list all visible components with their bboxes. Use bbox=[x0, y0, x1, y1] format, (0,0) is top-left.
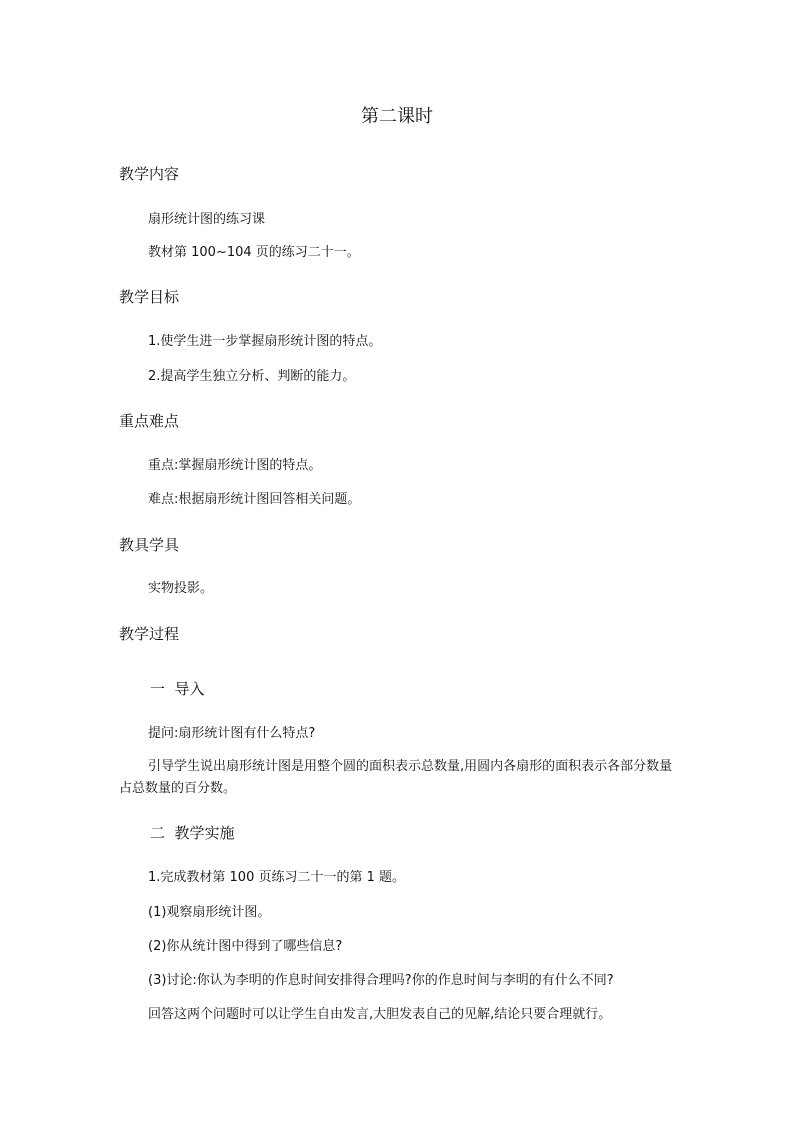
intro-paragraph: 引导学生说出扇形统计图是用整个圆的面积表示总数量,用圆内各扇形的面积表示各部分数量占总数量的百分数。 bbox=[119, 759, 673, 796]
implementation-line-1: 1.完成教材第 100 页练习二十一的第 1 题。 bbox=[148, 870, 406, 885]
section-heading-keypoints: 重点难点 bbox=[119, 412, 180, 430]
goals-line-2: 2.提高学生独立分析、判断的能力。 bbox=[148, 369, 356, 384]
implementation-line-4: (3)讨论:你认为李明的作息时间安排得合理吗?你的作息时间与李明的有什么不同? bbox=[148, 973, 614, 988]
section-heading-goals: 教学目标 bbox=[119, 288, 180, 306]
intro-question: 提问:扇形统计图有什么特点? bbox=[148, 726, 316, 741]
subsection-heading-implementation: 二 教学实施 bbox=[150, 824, 235, 842]
section-heading-content: 教学内容 bbox=[119, 165, 180, 183]
tools-line-1: 实物投影。 bbox=[148, 581, 214, 596]
subsection-heading-intro: 一 导入 bbox=[150, 680, 205, 698]
keypoints-line-1: 重点:掌握扇形统计图的特点。 bbox=[148, 458, 322, 473]
implementation-line-5: 回答这两个问题时可以让学生自由发言,大胆发表自己的见解,结论只要合理就行。 bbox=[148, 1007, 612, 1022]
content-line-2: 教材第 100~104 页的练习二十一。 bbox=[148, 245, 360, 260]
page-title: 第二课时 bbox=[361, 106, 433, 127]
goals-line-1: 1.使学生进一步掌握扇形统计图的特点。 bbox=[148, 334, 382, 349]
implementation-line-3: (2)你从统计图中得到了哪些信息? bbox=[148, 939, 343, 954]
content-line-1: 扇形统计图的练习课 bbox=[148, 212, 266, 227]
section-heading-tools: 教具学具 bbox=[119, 536, 180, 554]
section-heading-process: 教学过程 bbox=[119, 625, 180, 643]
keypoints-line-2: 难点:根据扇形统计图回答相关问题。 bbox=[148, 492, 361, 507]
implementation-line-2: (1)观察扇形统计图。 bbox=[148, 905, 271, 920]
